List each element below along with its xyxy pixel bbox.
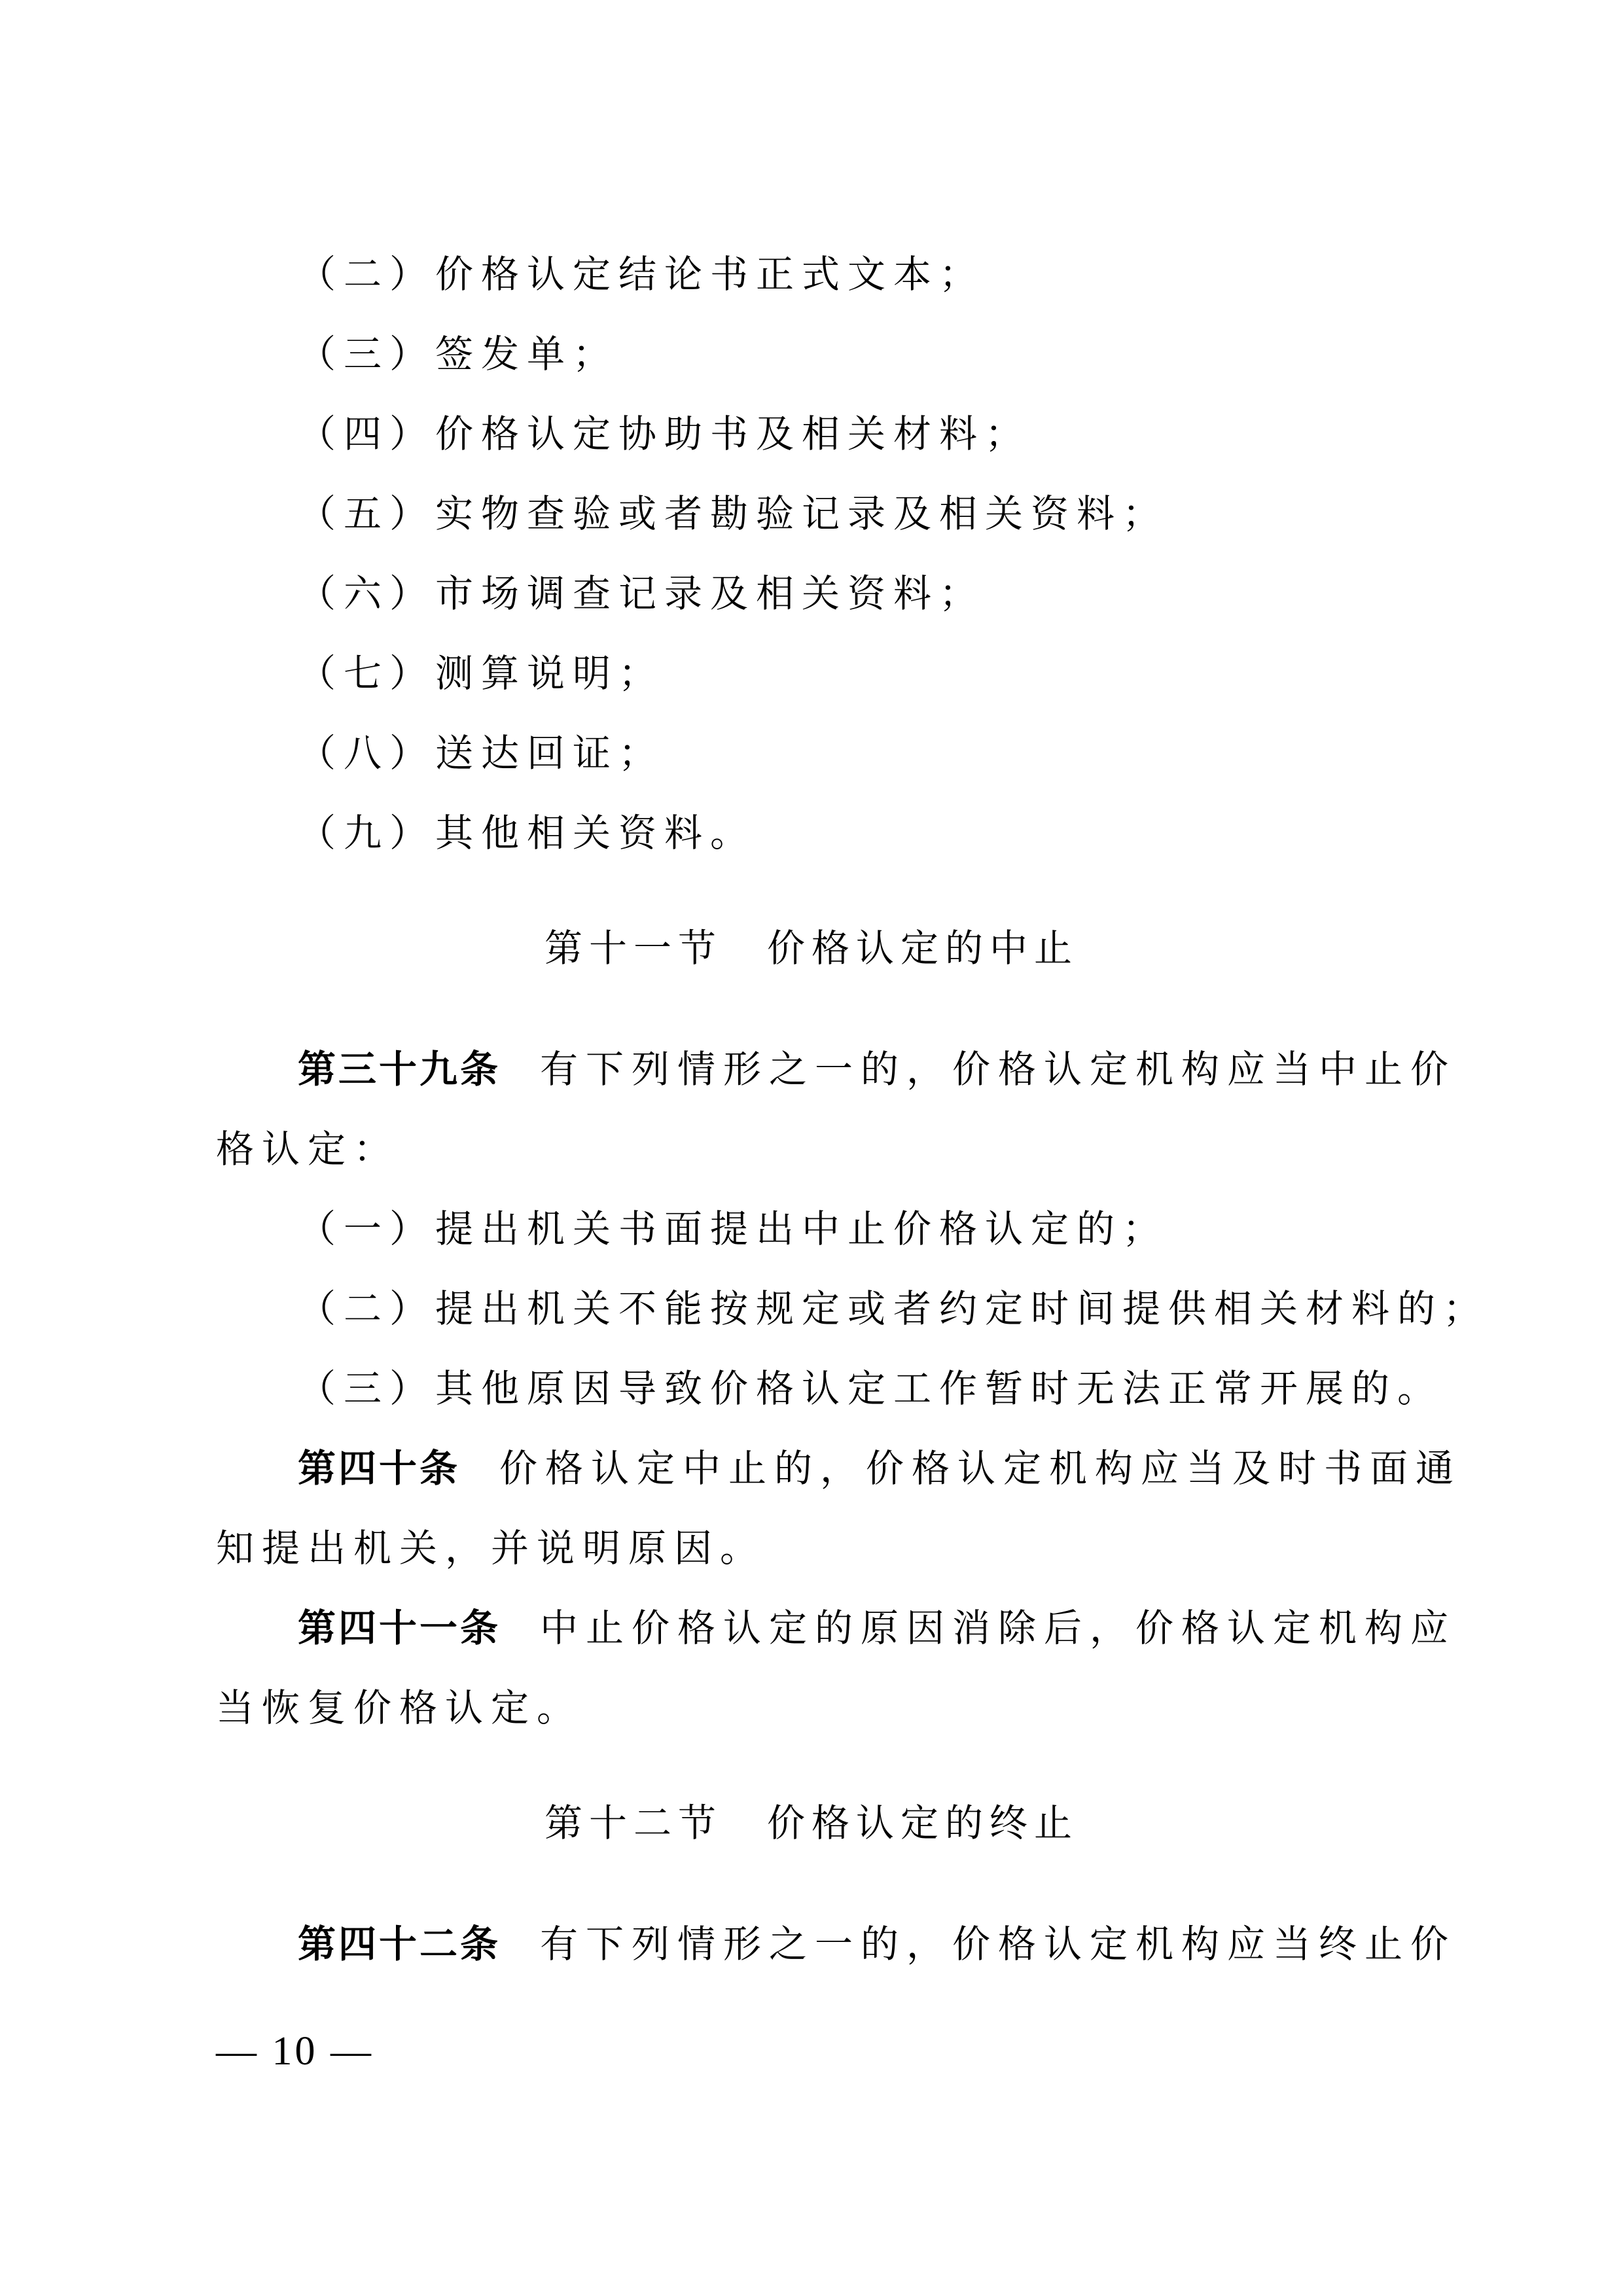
list-item: （三）签发单；: [298, 332, 619, 376]
list-item: （八）送达回证；: [298, 731, 665, 775]
list-item: （五）实物查验或者勘验记录及相关资料；: [298, 491, 1169, 536]
list-item: （二）提出机关不能按规定或者约定时间提供相关材料的；: [298, 1286, 1489, 1331]
article-text: 当恢复价格认定。: [216, 1686, 583, 1730]
article-text: 有下列情形之一的，价格认定机构应当中止价: [540, 1047, 1457, 1091]
article-text: 有下列情形之一的，价格认定机构应当终止价: [540, 1922, 1457, 1966]
article-label: 第四十二条: [298, 1922, 501, 1966]
list-item: （一）提出机关书面提出中止价格认定的；: [298, 1207, 1169, 1251]
list-item: （九）其他相关资料。: [298, 811, 757, 855]
article-label: 第四十条: [298, 1446, 461, 1491]
article-42: [298, 1922, 1457, 1966]
article-label: 第四十一条: [298, 1606, 501, 1650]
article-40: [298, 1446, 1462, 1491]
list-item: （四）价格认定协助书及相关材料；: [298, 412, 1031, 456]
list-item: （二）价格认定结论书正式文本；: [298, 252, 986, 296]
article-text: 价格认定中止的，价格认定机构应当及时书面通: [499, 1446, 1462, 1491]
page-number: — 10 —: [216, 2029, 374, 2074]
article-text: 格认定：: [216, 1127, 400, 1171]
list-item: （七）测算说明；: [298, 651, 665, 696]
list-item: （六）市场调查记录及相关资料；: [298, 571, 986, 616]
article-39: [298, 1047, 1457, 1091]
list-item: （三）其他原因导致价格认定工作暂时无法正常开展的。: [298, 1366, 1444, 1411]
article-text: 知提出机关，并说明原因。: [216, 1526, 766, 1570]
section-heading: 第十一节 价格认定的中止: [544, 926, 1079, 970]
section-heading: 第十二节 价格认定的终止: [544, 1801, 1079, 1845]
article-label: 第三十九条: [298, 1047, 501, 1091]
article-41: [298, 1606, 1457, 1650]
article-text: 中止价格认定的原因消除后，价格认定机构应: [540, 1606, 1457, 1650]
